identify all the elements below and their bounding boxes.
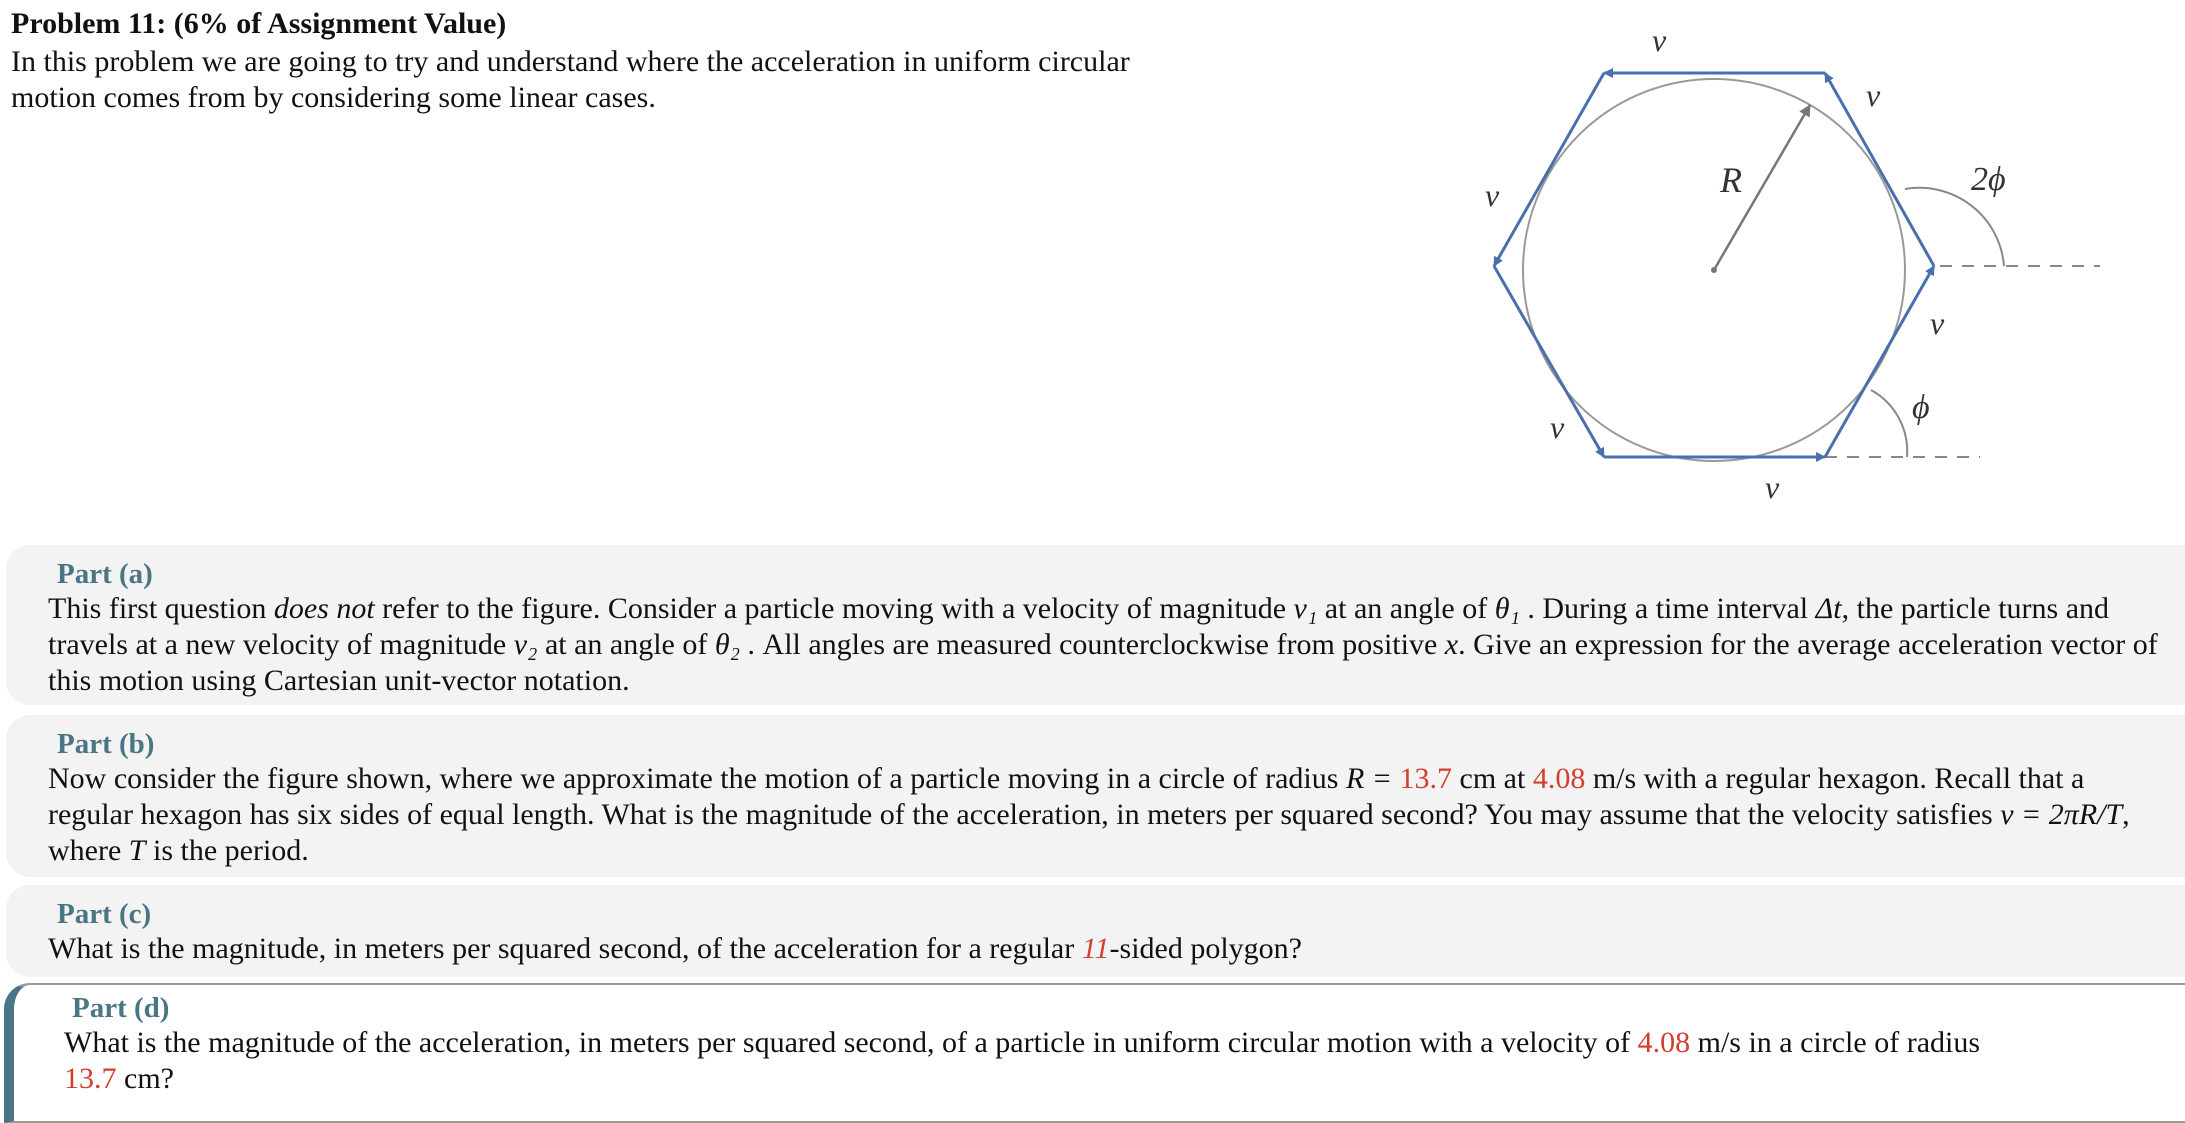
part-b-text: Now consider the figure shown, where we approximate the motion of a particle moving in a circle of radius R = 13.7 cm at 4.08 m/s with a regular hexagon. Recall that a regular hexagon has six sides of equal length. What is the magnitude of the acceleration, in meters per squared second? You may assume that the velocity satisfies v = 2πR/T, where T is the period. [48,762,2130,867]
part-d-title: Part (d) [72,992,170,1024]
intro-line-2: motion comes from by considering some linear cases. [11,81,656,114]
two-phi-arc [1905,188,2004,266]
label-v-lower-left: v [1550,409,1565,445]
label-R: R [1720,160,1742,200]
hex-edge-lower-right [1825,266,1934,457]
phi-arc [1871,390,1907,457]
intro-line-1: In this problem we are going to try and understand where the acceleration in uniform circular [11,45,1130,78]
speed-value-d: 4.08 [1637,1026,1691,1059]
part-a-text: This first question does not refer to the figure. Consider a particle moving with a velocity of magnitude v₁ at an angle of θ₁ . During a time interval Δt, the particle turns and travels at a new velocity of magnitude v₂ at an angle of θ₂ . All angles are measured counterclockwise from positive x. Give an expression for the average acceleration vector of this motion using Cartesian unit-vector notation. [48,592,2158,697]
hex-edge-lower-left [1494,266,1604,457]
label-phi: ϕ [1912,389,1930,426]
part-c-title: Part (c) [57,898,152,930]
part-d[interactable] [4,983,2185,1123]
part-d-text: What is the magnitude of the acceleration, in meters per squared second, of a particle in uniform circular motion with a velocity of 4.08 m/s in a circle of radius 13.7 cm? [64,1026,1981,1095]
label-v-bottom: v [1765,469,1780,505]
polygon-sides-value: 11 [1081,932,1110,965]
part-b[interactable] [6,715,2185,877]
radius-value: 13.7 [1399,762,1453,795]
part-c-text: What is the magnitude, in meters per squared second, of the acceleration for a regular 11-sided polygon? [48,932,1302,965]
label-v-lower-right: v [1930,305,1945,341]
part-c[interactable] [6,885,2185,977]
speed-value: 4.08 [1532,762,1586,795]
label-two-phi: 2ϕ [1971,161,2006,198]
hex-edge-upper-left [1494,73,1604,266]
problem-intro [11,44,1261,116]
part-a[interactable] [6,545,2185,705]
part-b-title: Part (b) [57,728,155,760]
radius-value-d: 13.7 [64,1062,117,1095]
label-v-upper-right: v [1866,77,1881,113]
center-dot [1711,267,1717,273]
hexagon-figure [1480,20,2100,520]
label-v-top: v [1652,22,1667,58]
part-a-title: Part (a) [57,558,153,590]
problem-header [11,4,1261,116]
label-v-upper-left: v [1485,177,1500,213]
problem-title: Problem 11: (6% of Assignment Value) [11,7,507,40]
